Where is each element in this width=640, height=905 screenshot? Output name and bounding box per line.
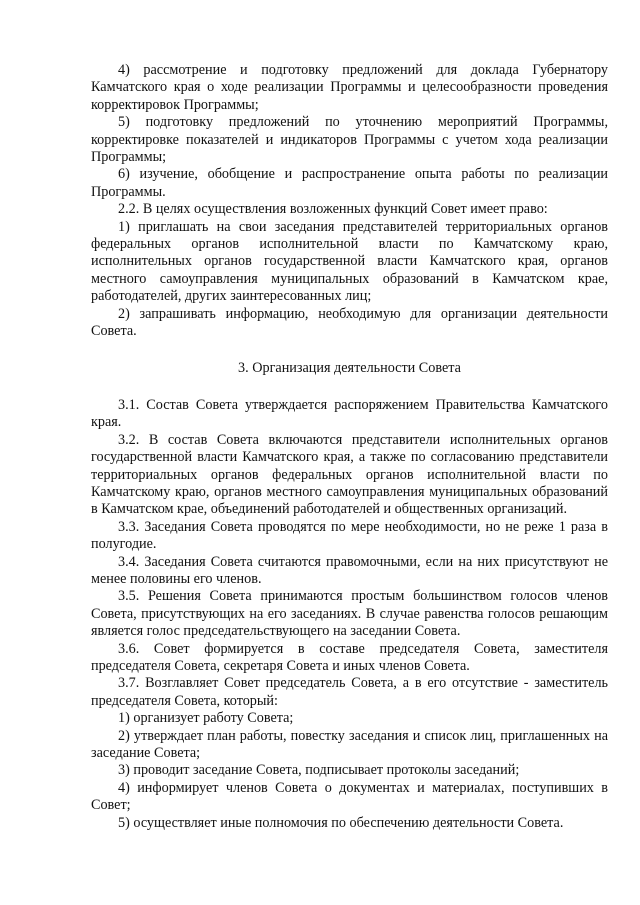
section-heading: 3. Организация деятельности Совета [238, 359, 461, 376]
chair-duty-5: 5) осуществляет иные полномочия по обеспечению деятельности Совета. [118, 814, 564, 831]
paragraph-item-6: 6) изучение, обобщение и распространение опыта работы по реализации Программы. [91, 166, 608, 200]
paragraph-3-5: 3.5. Решения Совета принимаются простым большинством голосов членов Совета, присутствующих на его заседаниях. В случае равенства голосов решающим является голос председательствующего на заседании Совета. [91, 588, 608, 640]
paragraph-right-2: 2) запрашивать информацию, необходимую для организации деятельности Совета. [91, 305, 608, 340]
chair-duty-3: 3) проводит заседание Совета, подписывает протоколы заседаний; [118, 762, 520, 779]
paragraph-right-1: 1) приглашать на свои заседания представителей территориальных органов федеральных органов исполнительной власти по Камчатскому краю, исполнительных органов государственной власти Камчатского края, органов местного самоуправления муниципальных образований в Камчатском крае, работодателей, других заинтересованных лиц; [91, 218, 608, 305]
paragraph-item-4: 4) рассмотрение и подготовку предложений для доклада Губернатору Камчатского края о ходе реализации Программы и целесообразности проведения корректировок Программы; [91, 62, 608, 113]
chair-duty-4: 4) информирует членов Совета о документах и материалах, поступивших в Совет; [91, 779, 608, 814]
paragraph-3-4: 3.4. Заседания Совета считаются правомочными, если на них присутствуют не менее половины его членов. [91, 553, 608, 587]
chair-duty-2: 2) утверждает план работы, повестку заседания и список лиц, приглашенных на заседание Совета; [91, 727, 608, 762]
chair-duty-1: 1) организует работу Совета; [118, 710, 294, 727]
paragraph-item-5: 5) подготовку предложений по уточнению мероприятий Программы, корректировке показателей и индикаторов Программы с учетом хода реализации Программы; [91, 114, 608, 166]
paragraph-2-2: 2.2. В целях осуществления возложенных функций Совет имеет право: [118, 201, 548, 218]
paragraph-3-2: 3.2. В состав Совета включаются представители исполнительных органов государственной власти Камчатского края, а также по согласованию представители территориальных органов федеральных органов исполнительной власти по Камчатскому краю, органов местного самоуправления муниципальных образований в Камчатском крае, объединений работодателей и общественных организаций. [91, 431, 608, 518]
paragraph-3-1: 3.1. Состав Совета утверждается распоряжением Правительства Камчатского края. [91, 396, 608, 431]
paragraph-3-3: 3.3. Заседания Совета проводятся по мере необходимости, но не реже 1 раза в полугодие. [91, 518, 608, 553]
paragraph-3-7: 3.7. Возглавляет Совет председатель Совета, а в его отсутствие - заместитель председателя Совета, который: [91, 675, 608, 709]
document-body [91, 62, 608, 832]
paragraph-3-6: 3.6. Совет формируется в составе председателя Совета, заместителя председателя Совета, секретаря Совета и иных членов Совета. [91, 640, 608, 674]
